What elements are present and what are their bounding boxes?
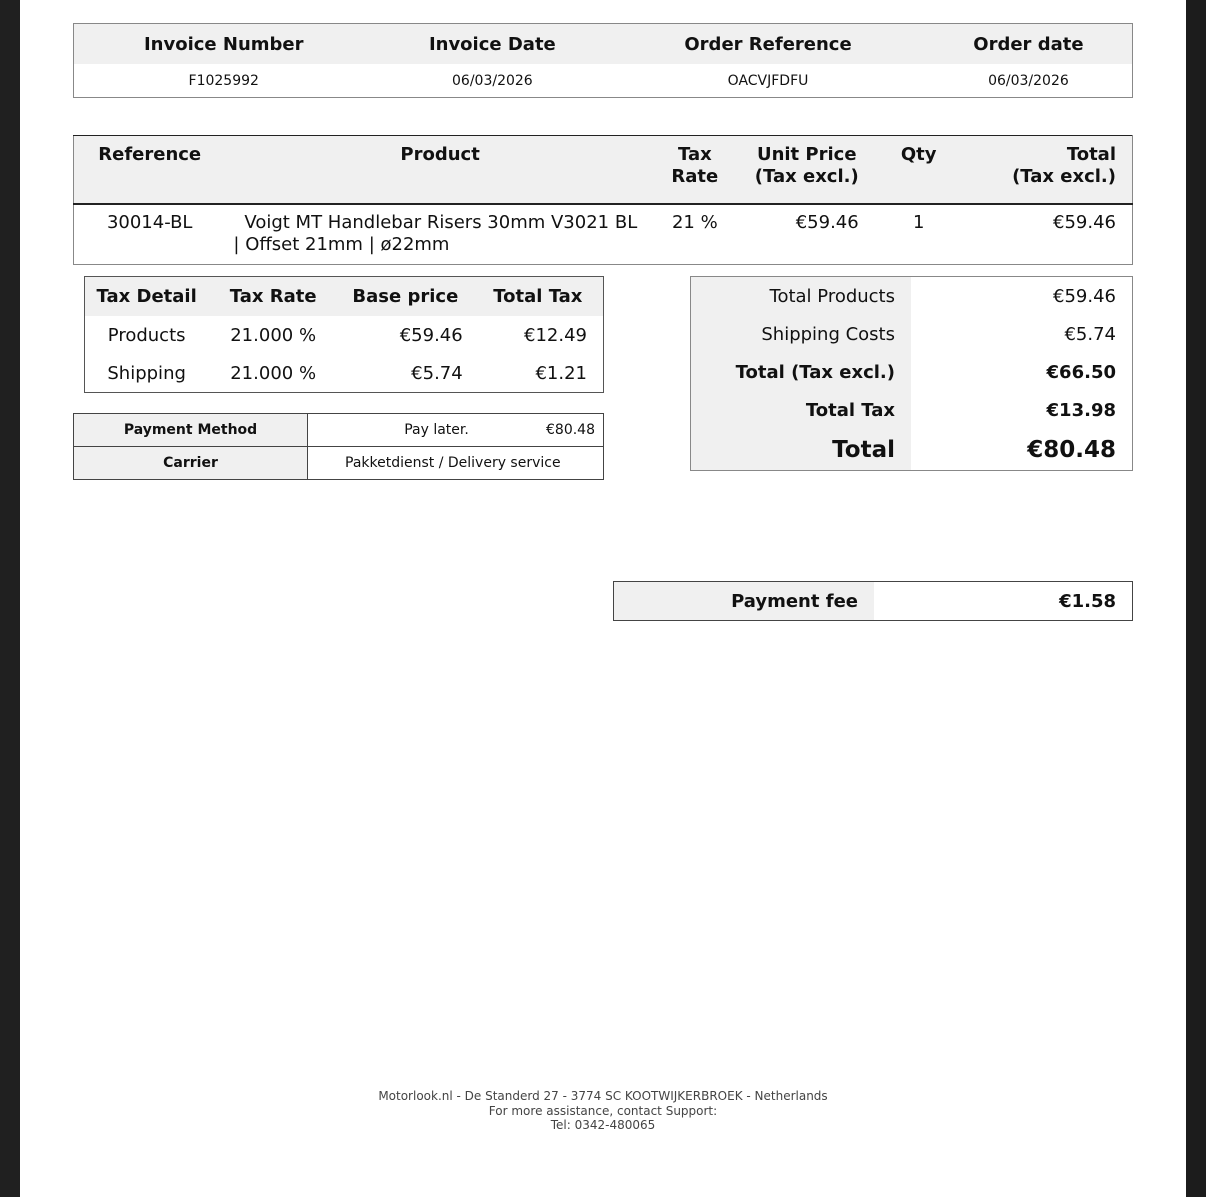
shipping-costs-value: €5.74 <box>1064 323 1116 345</box>
invoice-date-value: 06/03/2026 <box>452 72 533 89</box>
col-tax-detail-rate: Tax Rate <box>208 277 338 317</box>
carrier-label: Carrier <box>74 447 308 480</box>
col-reference: Reference <box>74 136 226 205</box>
grand-total-label: Total <box>691 429 912 471</box>
table-row: Shipping 21.000 % €5.74 €1.21 <box>107 362 587 384</box>
invoice-page <box>20 0 1186 1197</box>
col-product: Product <box>225 136 654 205</box>
viewer-edge <box>1186 0 1206 1197</box>
order-date-value: 06/03/2026 <box>988 72 1069 89</box>
total-tax-excl-value: €66.50 <box>1046 361 1116 383</box>
footer-address: Motorlook.nl - De Standerd 27 - 3774 SC KOOTWIJKERBROEK - Netherlands <box>378 1089 828 1103</box>
payment-method-label: Payment Method <box>74 414 308 447</box>
row-product: Voigt MT Handlebar Risers 30mm V3021 BL | Offset 21mm | ø22mm <box>233 212 638 255</box>
col-tax-detail: Tax Detail <box>85 277 209 317</box>
total-tax-excl-label: Total (Tax excl.) <box>691 353 912 391</box>
total-products-value: €59.46 <box>1053 285 1116 307</box>
order-reference-value: OACVJFDFU <box>727 72 809 89</box>
total-tax-label: Total Tax <box>691 391 912 429</box>
payment-fee-label: Payment fee <box>614 582 875 621</box>
invoice-number-value: F1025992 <box>188 72 259 89</box>
header-invoice-number: Invoice Number <box>74 24 374 65</box>
grand-total-value: €80.48 <box>1027 436 1116 463</box>
totals-table <box>690 276 1133 471</box>
col-total: Total (Tax excl.) <box>959 136 1133 205</box>
total-products-label: Total Products <box>691 277 912 316</box>
col-tax-rate: Tax Rate <box>655 136 735 205</box>
row-tax-rate: 21 % <box>671 212 718 233</box>
row-unit-price: €59.46 <box>795 212 859 233</box>
table-row: Products 21.000 % €59.46 €12.49 <box>107 324 587 346</box>
table-row <box>74 204 1133 265</box>
carrier-value: Pakketdienst / Delivery service <box>308 447 604 480</box>
header-order-date: Order date <box>925 24 1133 65</box>
footer-phone: Tel: 0342-480065 <box>550 1118 656 1132</box>
product-table <box>73 135 1133 265</box>
invoice-header-table <box>73 23 1133 98</box>
col-base-price: Base price <box>338 277 473 317</box>
footer <box>20 1089 1186 1133</box>
header-invoice-date: Invoice Date <box>373 24 611 65</box>
row-qty: 1 <box>912 212 925 233</box>
payment-method-amount: €80.48 <box>546 422 595 438</box>
payment-fee-value: €1.58 <box>1059 590 1116 612</box>
row-total: €59.46 <box>1053 212 1116 233</box>
payment-table <box>73 413 604 480</box>
shipping-costs-label: Shipping Costs <box>691 315 912 353</box>
col-total-tax: Total Tax <box>473 277 604 317</box>
col-unit-price: Unit Price (Tax excl.) <box>735 136 879 205</box>
payment-method-value: Pay later. <box>404 422 469 438</box>
tax-detail-table <box>84 276 604 393</box>
footer-support: For more assistance, contact Support: <box>488 1103 718 1118</box>
total-tax-value: €13.98 <box>1046 399 1116 421</box>
row-reference: 30014-BL <box>106 212 193 233</box>
header-order-reference: Order Reference <box>611 24 925 65</box>
payment-fee-table <box>613 581 1133 621</box>
col-qty: Qty <box>879 136 959 205</box>
